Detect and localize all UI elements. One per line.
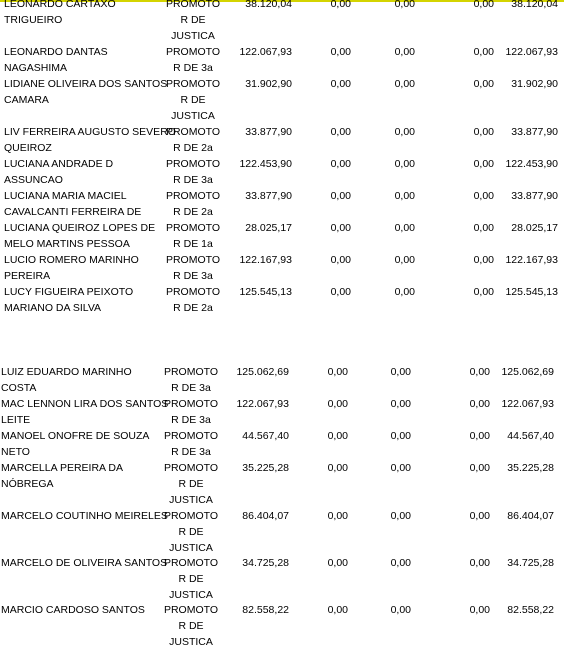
employee-role-line: PROMOTO (163, 557, 219, 569)
employee-name (1, 508, 168, 524)
employee-role-line: PROMOTO (165, 46, 221, 58)
employee-name-line: MANOEL ONOFRE DE SOUZA (1, 430, 150, 442)
employee-role-line: R DE 1a (173, 238, 213, 250)
employee-role-line: PROMOTO (163, 430, 219, 442)
value-col-3: 0,00 (394, 254, 415, 266)
value-col-4: 0,00 (473, 126, 494, 138)
value-gross: 34.725,28 (242, 557, 289, 569)
value-gross: 86.404,07 (242, 510, 289, 522)
value-col-4: 0,00 (473, 254, 494, 266)
value-gross: 44.567,40 (242, 430, 289, 442)
employee-role-line: R DE 2a (173, 206, 213, 218)
value-col-2: 0,00 (330, 190, 351, 202)
value-total: 34.725,28 (507, 557, 554, 569)
employee-role (161, 428, 221, 460)
value-col-4: 0,00 (469, 398, 490, 410)
employee-role (163, 124, 223, 156)
value-gross: 33.877,90 (245, 190, 292, 202)
employee-name-line: LUCIO ROMERO MARINHO (4, 254, 139, 266)
employee-role (161, 364, 221, 396)
value-total: 35.225,28 (507, 462, 554, 474)
employee-role-line: PROMOTO (163, 366, 219, 378)
employee-role (163, 76, 223, 124)
employee-name (4, 76, 167, 108)
employee-role-line: PROMOTO (165, 286, 221, 298)
value-col-4: 0,00 (469, 430, 490, 442)
employee-name (1, 602, 145, 618)
value-col-3: 0,00 (390, 430, 411, 442)
employee-role-line: PROMOTO (165, 158, 221, 170)
employee-name (4, 44, 108, 76)
value-col-2: 0,00 (327, 366, 348, 378)
employee-name (4, 188, 141, 220)
employee-name-line: MARCELLA PEREIRA DA (1, 462, 123, 474)
employee-name-line: MARCELO COUTINHO MEIRELES (1, 510, 168, 522)
value-gross: 33.877,90 (245, 126, 292, 138)
employee-role-line: JUSTICA (169, 589, 213, 601)
value-col-4: 0,00 (473, 78, 494, 90)
employee-name-line: PEREIRA (4, 270, 51, 282)
employee-name-line: LUCIANA QUEIROZ LOPES DE (4, 222, 156, 234)
value-col-3: 0,00 (394, 286, 415, 298)
employee-role-line: R DE 3a (171, 446, 211, 458)
value-col-3: 0,00 (394, 46, 415, 58)
employee-role-line: JUSTICA (169, 494, 213, 506)
employee-role-line: JUSTICA (171, 110, 215, 122)
employee-role-line: PROMOTO (163, 398, 219, 410)
value-col-3: 0,00 (394, 126, 415, 138)
employee-name (4, 124, 176, 156)
employee-role-line: R DE (178, 526, 204, 538)
value-gross: 122.067,93 (236, 398, 289, 410)
employee-role-line: R DE 3a (173, 174, 213, 186)
value-col-2: 0,00 (330, 78, 351, 90)
employee-name (4, 0, 116, 28)
employee-role-line: R DE 3a (173, 62, 213, 74)
value-col-2: 0,00 (330, 286, 351, 298)
employee-role (163, 220, 223, 252)
employee-role-line: R DE (180, 94, 206, 106)
value-gross: 125.545,13 (239, 286, 292, 298)
employee-name (4, 220, 155, 252)
value-col-4: 0,00 (473, 46, 494, 58)
value-col-2: 0,00 (330, 158, 351, 170)
value-col-4: 0,00 (473, 222, 494, 234)
value-col-4: 0,00 (473, 0, 494, 10)
value-gross: 125.062,69 (236, 366, 289, 378)
employee-role-line: PROMOTO (163, 604, 219, 616)
value-gross: 28.025,17 (245, 222, 292, 234)
value-col-2: 0,00 (330, 46, 351, 58)
employee-name-line: CAMARA (4, 94, 49, 106)
value-col-4: 0,00 (469, 604, 490, 616)
employee-role (161, 508, 221, 556)
employee-name (4, 284, 133, 316)
employee-role-line: PROMOTO (165, 0, 221, 10)
value-col-2: 0,00 (327, 557, 348, 569)
value-col-2: 0,00 (327, 430, 348, 442)
employee-role-line: R DE 3a (171, 414, 211, 426)
employee-role-line: R DE (180, 14, 206, 26)
value-col-3: 0,00 (390, 604, 411, 616)
employee-name-line: NÓBREGA (1, 478, 54, 490)
employee-role-line: PROMOTO (165, 190, 221, 202)
value-total: 86.404,07 (507, 510, 554, 522)
value-total: 122.167,93 (505, 254, 558, 266)
employee-role (163, 284, 223, 316)
value-gross: 122.453,90 (239, 158, 292, 170)
value-col-4: 0,00 (469, 462, 490, 474)
value-total: 122.067,93 (505, 46, 558, 58)
employee-name (1, 428, 149, 460)
employee-name-line: ASSUNCAO (4, 174, 63, 186)
employee-name-line: NAGASHIMA (4, 62, 68, 74)
value-col-2: 0,00 (327, 510, 348, 522)
value-col-4: 0,00 (469, 366, 490, 378)
value-gross: 35.225,28 (242, 462, 289, 474)
employee-role-line: PROMOTO (165, 126, 221, 138)
employee-name-line: LIV FERREIRA AUGUSTO SEVERO (4, 126, 176, 138)
employee-name-line: COSTA (1, 382, 37, 394)
employee-role (163, 156, 223, 188)
value-gross: 122.167,93 (239, 254, 292, 266)
employee-role (161, 602, 221, 650)
employee-name (4, 156, 113, 188)
value-col-4: 0,00 (473, 286, 494, 298)
value-total: 33.877,90 (511, 126, 558, 138)
value-col-2: 0,00 (327, 462, 348, 474)
employee-name-line: LUCIANA ANDRADE D (4, 158, 114, 170)
value-col-4: 0,00 (469, 557, 490, 569)
employee-role (161, 555, 221, 603)
employee-name-line: MAC LENNON LIRA DOS SANTOS (1, 398, 169, 410)
value-total: 82.558,22 (507, 604, 554, 616)
employee-name-line: CAVALCANTI FERREIRA DE (4, 206, 142, 218)
employee-name-line: LUCIANA MARIA MACIEL (4, 190, 127, 202)
value-gross: 38.120,04 (245, 0, 292, 10)
value-col-3: 0,00 (390, 366, 411, 378)
employee-name (1, 364, 132, 396)
value-col-2: 0,00 (330, 126, 351, 138)
value-col-3: 0,00 (394, 158, 415, 170)
employee-name-line: LEONARDO DANTAS (4, 46, 108, 58)
value-total: 33.877,90 (511, 190, 558, 202)
value-col-2: 0,00 (327, 398, 348, 410)
value-col-2: 0,00 (327, 604, 348, 616)
employee-name-line: NETO (1, 446, 30, 458)
employee-role-line: PROMOTO (165, 78, 221, 90)
value-col-3: 0,00 (390, 510, 411, 522)
employee-role-line: R DE (178, 478, 204, 490)
value-total: 31.902,90 (511, 78, 558, 90)
employee-role-line: PROMOTO (163, 462, 219, 474)
employee-name-line: MARCIO CARDOSO SANTOS (1, 604, 145, 616)
employee-role-line: R DE (178, 573, 204, 585)
value-col-3: 0,00 (394, 78, 415, 90)
employee-role (163, 0, 223, 44)
employee-name-line: MELO MARTINS PESSOA (4, 238, 130, 250)
employee-role-line: PROMOTO (165, 222, 221, 234)
value-total: 122.067,93 (501, 398, 554, 410)
employee-name-line: QUEIROZ (4, 142, 52, 154)
value-total: 44.567,40 (507, 430, 554, 442)
value-col-3: 0,00 (390, 398, 411, 410)
value-col-4: 0,00 (473, 190, 494, 202)
employee-name-line: LIDIANE OLIVEIRA DOS SANTOS (4, 78, 168, 90)
employee-role-line: R DE (178, 620, 204, 632)
value-col-3: 0,00 (394, 190, 415, 202)
employee-name (1, 555, 167, 571)
value-col-3: 0,00 (394, 222, 415, 234)
employee-name-line: LEITE (1, 414, 31, 426)
value-col-3: 0,00 (390, 462, 411, 474)
employee-name (4, 252, 139, 284)
employee-name-line: LUIZ EDUARDO MARINHO (1, 366, 132, 378)
employee-role-line: JUSTICA (169, 636, 213, 648)
value-col-3: 0,00 (394, 0, 415, 10)
employee-role (163, 44, 223, 76)
value-col-3: 0,00 (390, 557, 411, 569)
employee-name-line: MARIANO DA SILVA (4, 302, 102, 314)
value-total: 38.120,04 (511, 0, 558, 10)
employee-role-line: JUSTICA (169, 542, 213, 554)
employee-name-line: MARCELO DE OLIVEIRA SANTOS (1, 557, 168, 569)
employee-role-line: R DE 3a (171, 382, 211, 394)
employee-role-line: R DE 2a (173, 302, 213, 314)
employee-role-line: PROMOTO (165, 254, 221, 266)
value-col-4: 0,00 (469, 510, 490, 522)
value-gross: 122.067,93 (239, 46, 292, 58)
value-gross: 82.558,22 (242, 604, 289, 616)
employee-role-line: JUSTICA (171, 30, 215, 42)
value-total: 125.062,69 (501, 366, 554, 378)
employee-name (1, 460, 123, 492)
employee-role-line: R DE 2a (173, 142, 213, 154)
employee-role-line: R DE 3a (173, 270, 213, 282)
employee-role-line: PROMOTO (163, 510, 219, 522)
value-col-4: 0,00 (473, 158, 494, 170)
value-col-2: 0,00 (330, 222, 351, 234)
employee-role (161, 460, 221, 508)
value-gross: 31.902,90 (245, 78, 292, 90)
value-total: 125.545,13 (505, 286, 558, 298)
employee-name-line: TRIGUEIRO (4, 14, 63, 26)
value-total: 122.453,90 (505, 158, 558, 170)
employee-name (1, 396, 168, 428)
employee-role (161, 396, 221, 428)
employee-role (163, 252, 223, 284)
employee-name-line: LUCY FIGUEIRA PEIXOTO (4, 286, 134, 298)
value-total: 28.025,17 (511, 222, 558, 234)
employee-role (163, 188, 223, 220)
value-col-2: 0,00 (330, 254, 351, 266)
employee-name-line: LEONARDO CARTAXO (4, 0, 116, 10)
value-col-2: 0,00 (330, 0, 351, 10)
